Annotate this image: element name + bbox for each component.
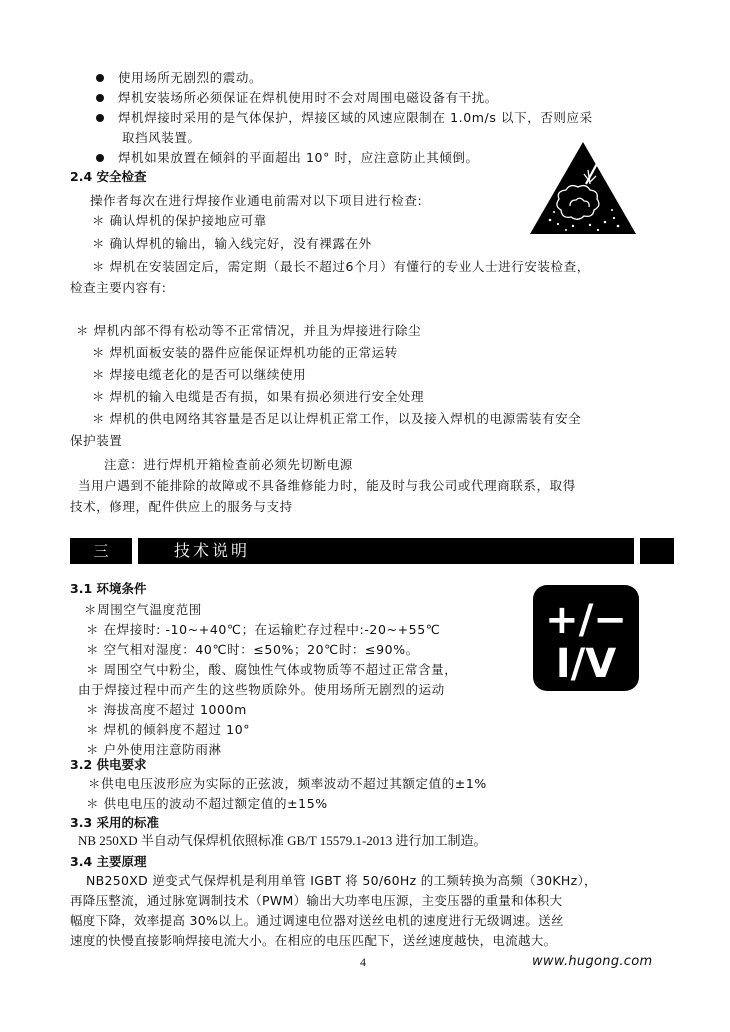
principle-line: NB250XD 逆变式气保焊机是利用单管 IGBT 将 50/60Hz 的工频转换为高频（30KHz）， [86,873,597,888]
env-item: ＊ 焊机的倾斜度不超过 10° [86,722,251,737]
page-number: 4 [360,955,366,969]
heading-3-4: 3.4 主要原理 [70,854,147,869]
power-item: ＊供电电压波形应为实际的正弦波，频率波动不超过其额定值的±1% [88,776,487,791]
section-bar-end [640,538,674,564]
welding-spark-warning-icon [528,140,638,236]
contact-line: 当用户遇到不能排除的故障或不具备维修能力时，能及时与我公司或代理商联系，取得 [78,478,576,493]
section-title: 技术说明 [138,538,634,564]
safety-item-cont: 检查主要内容有: [70,280,167,295]
safety-item: ＊ 焊机在安装固定后，需定期（最长不超过6个月）有懂行的专业人士进行安装检查， [92,259,590,274]
heading-3-1: 3.1 环境条件 [70,581,147,596]
bullet-dot [96,74,104,82]
env-item: ＊ 周围空气中粉尘，酸、腐蚀性气体或物质等不超过正常含量， [86,662,458,677]
website-url: www.hugong.com [532,954,653,969]
section-header-bar [70,538,674,564]
check-item: ＊ 焊接电缆老化的是否可以继续使用 [92,367,307,382]
heading-3-3: 3.3 采用的标准 [70,815,159,830]
unit-icon-bottom: I/V [555,641,617,687]
env-item: ＊ 海拔高度不超过 1000m [86,702,247,717]
env-item: ＊ 空气相对湿度：40℃时：≤50%；20℃时：≤90%。 [86,642,419,657]
safety-item: ＊ 确认焊机的保护接地应可靠 [92,213,267,228]
heading-2-4: 2.4 安全检查 [70,169,147,184]
principle-line: 幅度下降，效率提高 30%以上。通过调速电位器对送丝电机的速度进行无级调速。送丝 [70,913,564,928]
check-item: ＊ 焊机面板安装的器件应能保证焊机功能的正常运转 [92,345,398,360]
section-number: 三 [70,538,132,564]
check-item: ＊ 焊机的供电网络其容量是否足以让焊机正常工作，以及接入焊机的电源需装有安全 [92,411,582,426]
env-item: ＊ 户外使用注意防雨淋 [86,742,222,757]
bullet-interference: 焊机安装场所必须保证在焊机使用时不会对周围电磁设备有干扰。 [118,90,498,105]
bullet-dot [96,114,104,122]
env-item: ＊ 在焊接时: -10~+40℃；在运输贮存过程中:-20~+55℃ [86,622,441,637]
check-item-cont: 保护装置 [70,433,123,448]
check-item: ＊ 焊机内部不得有松动等不正常情况，并且为焊接进行除尘 [76,323,422,338]
env-item-cont: 由于焊接过程中而产生的这些物质除外。使用场所无剧烈的运动 [78,682,445,697]
bullet-wind-speed-cont: 取挡风装置。 [122,130,201,145]
bullet-tilt: 焊机如果放置在倾斜的平面超出 10° 时，应注意防止其倾倒。 [118,150,479,165]
principle-line: 速度的快慢直接影响焊接电流大小。在相应的电压匹配下，送丝速度越快，电流越大。 [70,933,557,948]
standard-text: NB 250XD 半自动气保焊机依照标准 GB/T 15579.1-2013 进行加工制造。 [78,833,487,848]
power-item: ＊ 供电电压的波动不超过额定值的±15% [86,796,328,811]
bullet-dot [96,94,104,102]
safety-item: ＊ 确认焊机的输出，输入线完好，没有裸露在外 [92,236,372,251]
unit-icon-top: +/− [545,597,627,643]
principle-line: 再降压整流，通过脉宽调制技术（PWM）输出大功率电压源，主变压器的重量和体积大 [70,893,563,908]
plus-minus-current-voltage-icon [533,585,639,691]
check-item: ＊ 焊机的输入电缆是否有损，如果有损必须进行安全处理 [92,389,425,404]
bullet-wind-speed: 焊机焊接时采用的是气体保护，焊接区域的风速应限制在 1.0m/s 以下，否则应采 [118,110,593,125]
bullet-vibration: 使用场所无剧烈的震动。 [118,70,263,85]
safety-note: 注意：进行焊机开箱检查前必须先切断电源 [104,457,353,472]
contact-line: 技术，修理，配件供应上的服务与支持 [70,499,293,514]
heading-3-2: 3.2 供电要求 [70,757,147,772]
safety-intro: 操作者每次在进行焊接作业通电前需对以下项目进行检查: [90,193,423,208]
env-item: ＊周围空气温度范围 [84,602,202,617]
bullet-dot [96,154,104,162]
